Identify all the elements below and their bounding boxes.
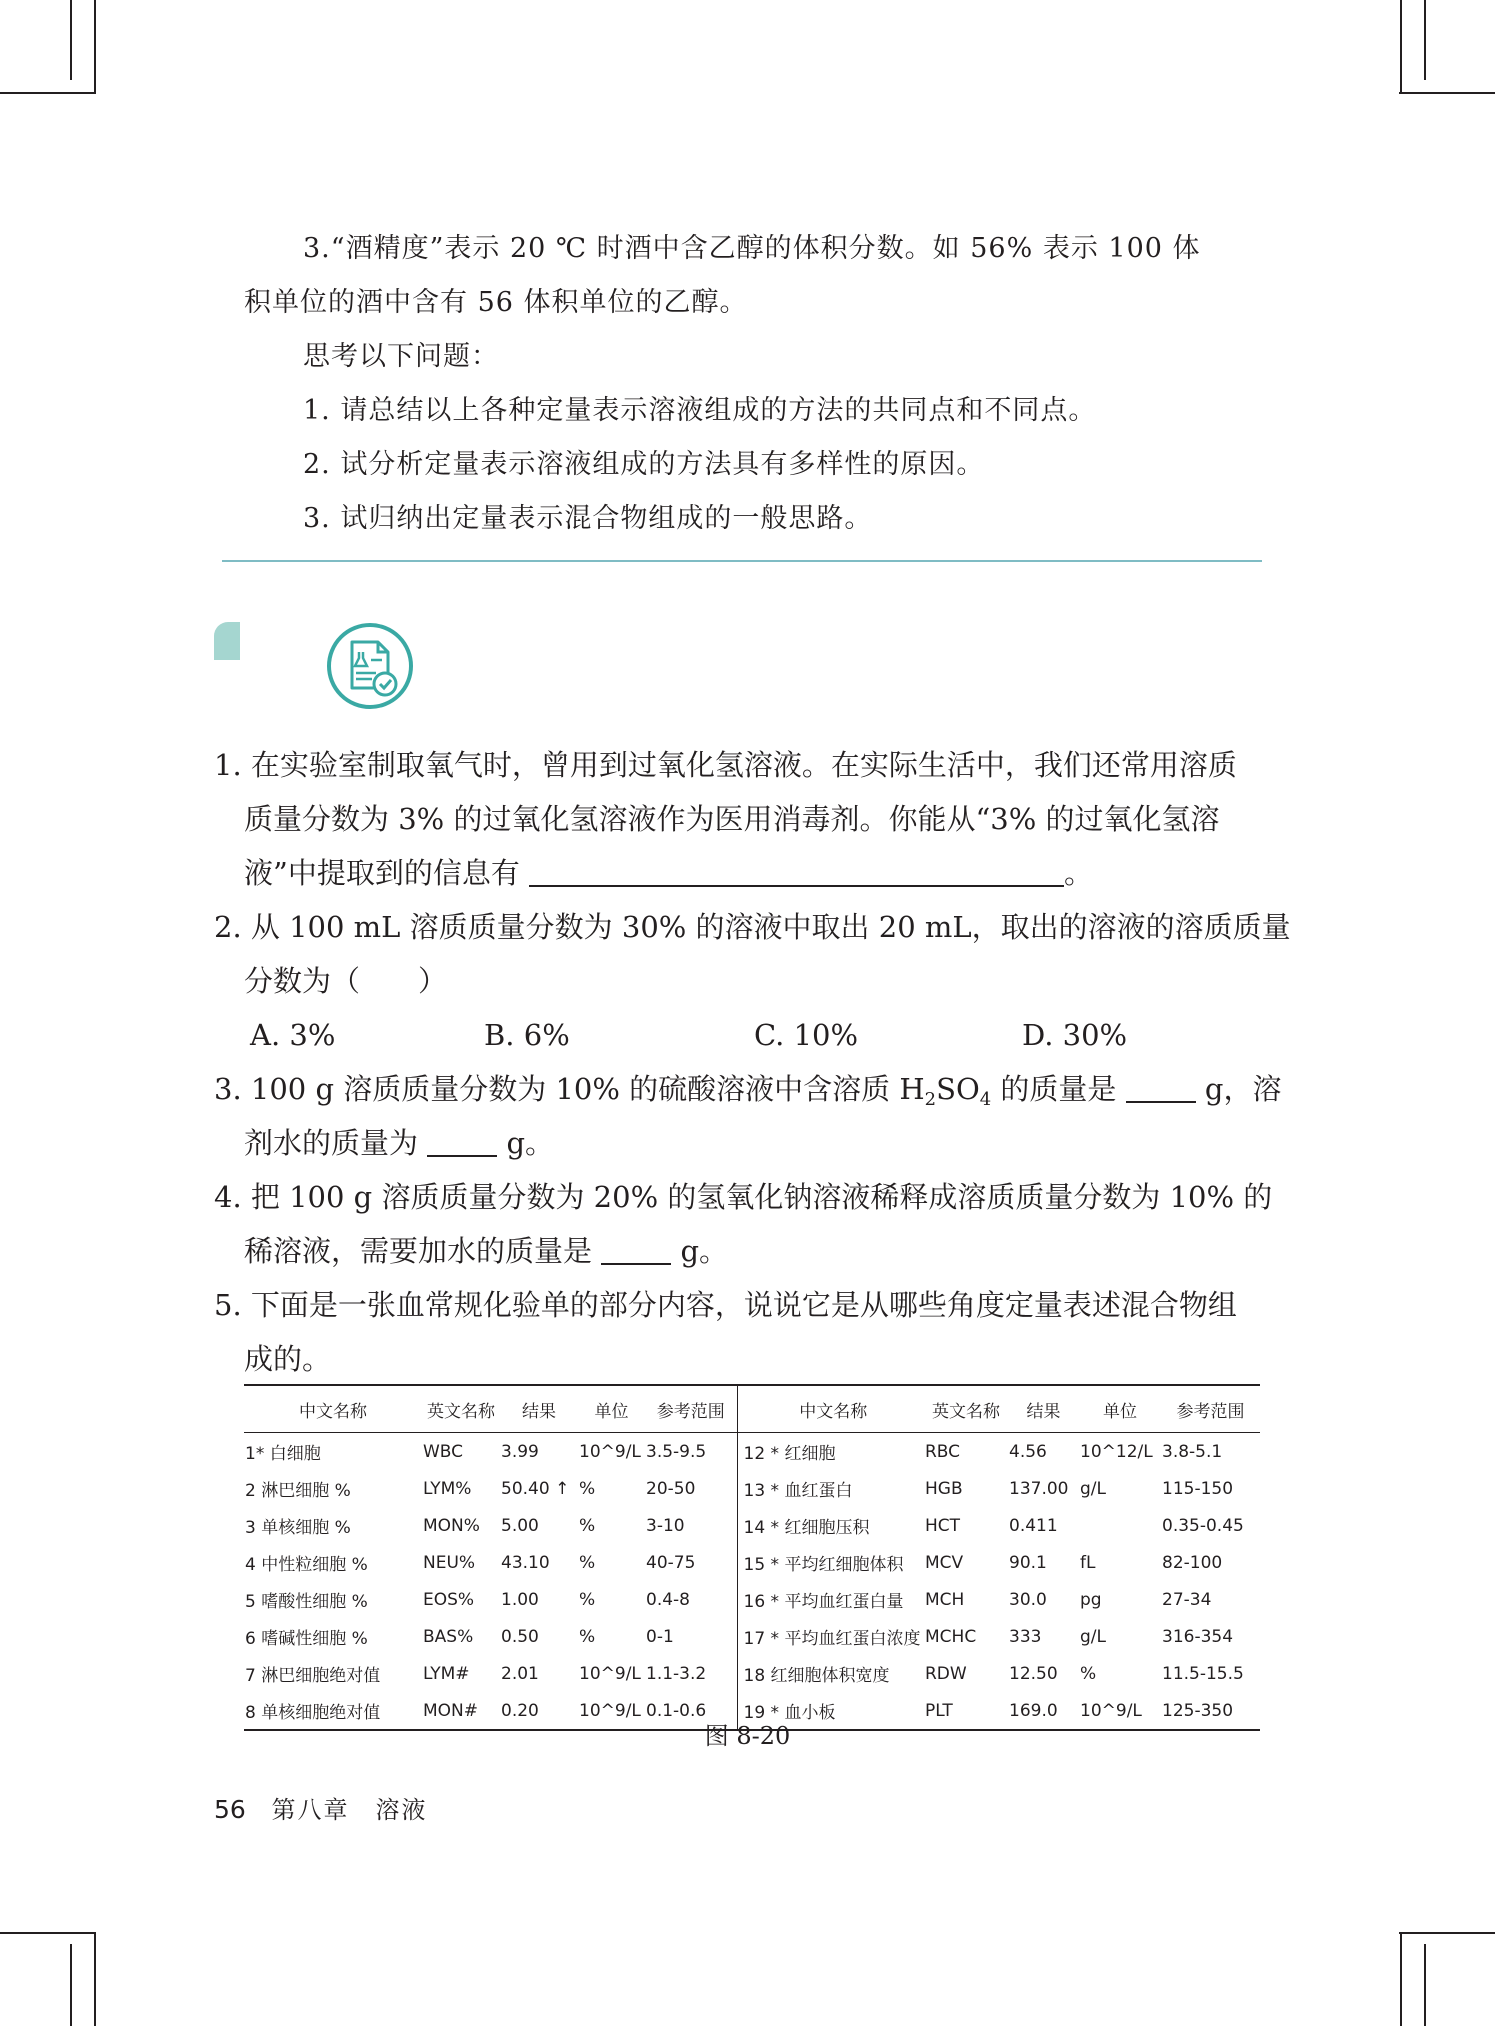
table-cell: 0.4-8 bbox=[646, 1589, 690, 1610]
crop-mark bbox=[1424, 0, 1426, 80]
table-cell: 12 * 红细胞 bbox=[737, 1433, 924, 1471]
exercise-text: 液”中提取到的信息有 。 bbox=[244, 856, 1094, 890]
table-cell: WBC bbox=[423, 1441, 464, 1462]
table-cell: g/L bbox=[1080, 1626, 1106, 1647]
crop-mark bbox=[1400, 0, 1402, 94]
table-cell: 3.5-9.5 bbox=[646, 1441, 707, 1462]
table-cell: BAS% bbox=[423, 1626, 474, 1647]
table-cell: 82-100 bbox=[1162, 1552, 1223, 1573]
answer-blank[interactable] bbox=[427, 1125, 497, 1157]
table-cell: 12.50 bbox=[1009, 1663, 1058, 1684]
column-header: 结果 bbox=[500, 1385, 578, 1433]
table-cell: 0.1-0.6 bbox=[645, 1692, 737, 1730]
table-cell: 125-350 bbox=[1161, 1692, 1260, 1730]
table-cell: % bbox=[579, 1552, 596, 1573]
exercise-text: 3. 100 g 溶质质量分数为 10% 的硫酸溶液中含溶质 $H_2SO_4$ 的质量是 g，溶 bbox=[214, 1072, 1282, 1110]
table-cell: % bbox=[579, 1515, 596, 1536]
table-cell: 10^9/L bbox=[1079, 1692, 1161, 1730]
crop-mark bbox=[1424, 1944, 1426, 2026]
exercise-3 bbox=[214, 1062, 1282, 1170]
table-cell: % bbox=[579, 1589, 596, 1610]
table-cell: 16 * 平均血红蛋白量 bbox=[737, 1581, 924, 1618]
section-divider bbox=[222, 560, 1262, 562]
table-cell: 43.10 bbox=[501, 1552, 550, 1573]
table-cell: 169.0 bbox=[1008, 1692, 1079, 1730]
table-cell: 10^9/L bbox=[579, 1441, 641, 1462]
crop-mark bbox=[70, 0, 72, 80]
table-cell: NEU% bbox=[423, 1552, 476, 1573]
table-cell: 18 红细胞体积宽度 bbox=[737, 1655, 924, 1692]
table-cell: 4.56 bbox=[1009, 1441, 1047, 1462]
table-cell: 5.00 bbox=[501, 1515, 539, 1536]
table-cell: 17 * 平均血红蛋白浓度 bbox=[737, 1618, 924, 1655]
table-cell: fL bbox=[1080, 1552, 1096, 1573]
table-cell: MCV bbox=[925, 1552, 964, 1573]
table-cell: 1* 白细胞 bbox=[245, 1444, 321, 1464]
table-cell: 6 嗜碱性细胞 % bbox=[245, 1629, 368, 1649]
table-cell: 0.50 bbox=[501, 1626, 539, 1647]
table-cell: 2.01 bbox=[501, 1663, 539, 1684]
answer-blank[interactable] bbox=[601, 1233, 671, 1265]
table-cell: 40-75 bbox=[646, 1552, 696, 1573]
crop-mark bbox=[70, 1944, 72, 2026]
column-header: 参考范围 bbox=[1161, 1385, 1260, 1433]
table-cell: RBC bbox=[925, 1441, 961, 1462]
table-cell: 0.35-0.45 bbox=[1162, 1515, 1244, 1536]
table-cell: 1.1-3.2 bbox=[646, 1663, 707, 1684]
think-prompt: 思考以下问题： bbox=[303, 341, 499, 372]
table-cell: % bbox=[579, 1478, 596, 1499]
column-header: 参考范围 bbox=[645, 1385, 737, 1433]
table-cell: 20-50 bbox=[646, 1478, 696, 1499]
table-cell: % bbox=[1080, 1663, 1097, 1684]
table-cell: 3-10 bbox=[646, 1515, 685, 1536]
crop-mark bbox=[1399, 92, 1495, 94]
column-header: 中文名称 bbox=[737, 1385, 924, 1433]
table-cell: 0.20 bbox=[500, 1692, 578, 1730]
page-footer bbox=[214, 1790, 427, 1825]
table-cell: 4 中性粒细胞 % bbox=[245, 1555, 368, 1575]
exercise-text: 质量分数为 3% 的过氧化氢溶液作为医用消毒剂。你能从“3% 的过氧化氢溶 bbox=[244, 802, 1220, 836]
table-row bbox=[244, 1544, 1260, 1581]
figure-caption: 图 8-20 bbox=[704, 1722, 791, 1750]
table-cell: LYM% bbox=[423, 1478, 472, 1499]
table-row bbox=[244, 1618, 1260, 1655]
table-cell: g/L bbox=[1080, 1478, 1106, 1499]
exercise-text: 成的。 bbox=[244, 1342, 332, 1376]
table-cell: 8 单核细胞绝对值 bbox=[244, 1692, 422, 1730]
exercise-list bbox=[214, 738, 1291, 1386]
choice-options bbox=[214, 1008, 1264, 1062]
column-header: 英文名称 bbox=[422, 1385, 500, 1433]
table-cell: 137.00 bbox=[1009, 1478, 1069, 1499]
table-cell: 2 淋巴细胞 % bbox=[245, 1481, 351, 1501]
table-cell: 1.00 bbox=[501, 1589, 539, 1610]
exercise-text: 剂水的质量为 g。 bbox=[244, 1126, 555, 1160]
crop-mark bbox=[94, 0, 96, 94]
table-cell: PLT bbox=[924, 1692, 1008, 1730]
table-cell: MCH bbox=[925, 1589, 965, 1610]
exercise-2 bbox=[214, 900, 1291, 1062]
table-cell: % bbox=[579, 1626, 596, 1647]
document-flask-check-icon bbox=[326, 622, 414, 710]
table-cell: 10^9/L bbox=[579, 1663, 641, 1684]
table-cell: MON% bbox=[423, 1515, 480, 1536]
paragraph: 3.“酒精度”表示 20 ℃ 时酒中含乙醇的体积分数。如 56% 表示 100 体 bbox=[303, 233, 1201, 264]
table-cell: 90.1 bbox=[1009, 1552, 1047, 1573]
column-header: 中文名称 bbox=[244, 1385, 422, 1433]
table-cell: pg bbox=[1080, 1589, 1102, 1610]
exercise-text: 5. 下面是一张血常规化验单的部分内容，说说它是从哪些角度定量表述混合物组 bbox=[214, 1288, 1237, 1322]
table-cell: 316-354 bbox=[1162, 1626, 1234, 1647]
chapter-title: 第八章 溶液 bbox=[271, 1796, 428, 1824]
exercise-text: 稀溶液，需要加水的质量是 g。 bbox=[244, 1234, 729, 1268]
exercise-text: 1. 在实验室制取氧气时，曾用到过氧化氢溶液。在实际生活中，我们还常用溶质 bbox=[214, 748, 1237, 782]
think-section bbox=[244, 222, 1264, 546]
crop-mark bbox=[94, 1932, 96, 2026]
table-header-row bbox=[244, 1385, 1260, 1433]
exercise-5 bbox=[214, 1278, 1264, 1386]
table-row bbox=[244, 1581, 1260, 1618]
table-cell: 7 淋巴细胞绝对值 bbox=[245, 1666, 381, 1686]
crop-mark bbox=[1399, 1932, 1495, 1934]
exercise-4 bbox=[214, 1170, 1273, 1278]
answer-blank[interactable] bbox=[529, 855, 1064, 887]
crop-mark bbox=[0, 92, 96, 94]
think-question: 2. 试分析定量表示溶液组成的方法具有多样性的原因。 bbox=[303, 449, 985, 480]
table-cell: 0-1 bbox=[646, 1626, 674, 1647]
table-cell: MCHC bbox=[925, 1626, 977, 1647]
table-cell: 50.40 ↑ bbox=[501, 1478, 570, 1499]
table-cell: 19 * 血小板 bbox=[737, 1692, 924, 1730]
table-cell: HCT bbox=[925, 1515, 961, 1536]
column-header: 结果 bbox=[1008, 1385, 1079, 1433]
table-cell bbox=[1079, 1507, 1161, 1544]
exercise-text: 2. 从 100 mL 溶质质量分数为 30% 的溶液中取出 20 mL，取出的溶液的溶质质量 bbox=[214, 910, 1291, 944]
column-header: 英文名称 bbox=[924, 1385, 1008, 1433]
table-cell: 115-150 bbox=[1162, 1478, 1234, 1499]
table-cell: 3 单核细胞 % bbox=[245, 1518, 351, 1538]
column-header: 单位 bbox=[1079, 1385, 1161, 1433]
exercise-1 bbox=[214, 738, 1264, 900]
exercise-text: 分数为（ ） bbox=[244, 964, 448, 998]
table-cell: 13 * 血红蛋白 bbox=[737, 1470, 924, 1507]
table-cell: 11.5-15.5 bbox=[1162, 1663, 1244, 1684]
table-cell: 0.411 bbox=[1009, 1515, 1058, 1536]
table-cell: RDW bbox=[925, 1663, 967, 1684]
table-row bbox=[244, 1433, 1260, 1471]
table-cell: 15 * 平均红细胞体积 bbox=[737, 1544, 924, 1581]
table-cell: 27-34 bbox=[1162, 1589, 1212, 1610]
think-question: 1. 请总结以上各种定量表示溶液组成的方法的共同点和不同点。 bbox=[303, 395, 1097, 426]
table-cell: 5 嗜酸性细胞 % bbox=[245, 1592, 368, 1612]
table-cell: LYM# bbox=[423, 1663, 470, 1684]
table-cell: EOS% bbox=[423, 1589, 475, 1610]
choice-option-c[interactable]: C. 10% bbox=[754, 1018, 859, 1052]
section-tab bbox=[214, 622, 240, 660]
column-header: 单位 bbox=[578, 1385, 645, 1433]
table-cell: 30.0 bbox=[1009, 1589, 1047, 1610]
table-cell: 10^12/L bbox=[1080, 1441, 1153, 1462]
table-cell: 10^9/L bbox=[578, 1692, 645, 1730]
table-row bbox=[244, 1655, 1260, 1692]
crop-mark bbox=[0, 1932, 96, 1934]
choice-option-b[interactable]: B. 6% bbox=[484, 1018, 570, 1052]
crop-mark bbox=[1400, 1932, 1402, 2026]
table-cell: 14 * 红细胞压积 bbox=[737, 1507, 924, 1544]
choice-option-a[interactable]: A. 3% bbox=[250, 1018, 336, 1052]
table-row bbox=[244, 1470, 1260, 1507]
answer-blank[interactable] bbox=[1126, 1071, 1196, 1103]
table-row bbox=[244, 1507, 1260, 1544]
page-number: 56 bbox=[214, 1795, 246, 1824]
table-cell: HGB bbox=[925, 1478, 963, 1499]
exercise-text: 4. 把 100 g 溶质质量分数为 20% 的氢氧化钠溶液稀释成溶质质量分数为 10% 的 bbox=[214, 1180, 1273, 1214]
choice-option-d[interactable]: D. 30% bbox=[1022, 1018, 1128, 1052]
blood-test-table bbox=[244, 1384, 1260, 1731]
table-cell: MON# bbox=[422, 1692, 500, 1730]
table-cell: 333 bbox=[1009, 1626, 1042, 1647]
paragraph: 积单位的酒中含有 56 体积单位的乙醇。 bbox=[244, 287, 748, 318]
think-question: 3. 试归纳出定量表示混合物组成的一般思路。 bbox=[303, 503, 873, 534]
table-cell: 3.99 bbox=[501, 1441, 539, 1462]
table-cell: 3.8-5.1 bbox=[1162, 1441, 1223, 1462]
